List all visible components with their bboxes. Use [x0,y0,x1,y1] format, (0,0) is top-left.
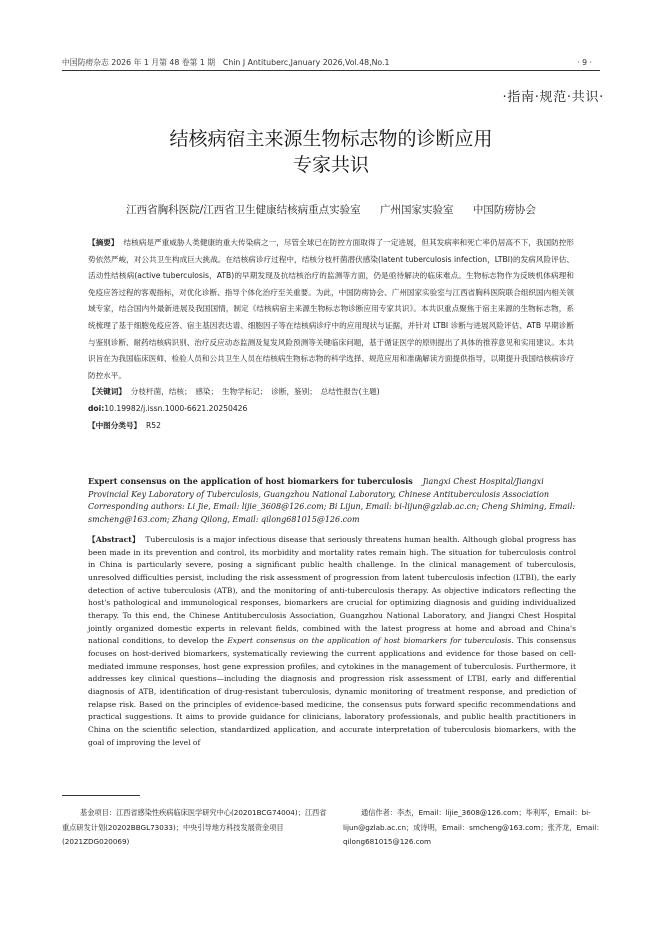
english-title: Expert consensus on the application of host biomarkers for tuberculosis [88,476,413,486]
page-number: · 9 · [577,58,592,67]
english-affiliations: Jiangxi Chest Hospital/Jiangxi Provincial Key Laboratory of Tuberculosis, Guangzhou National Laboratory, Chinese Antituberculosis Association [88,477,549,499]
doi-value: 10.19982/j.issn.1000-6621.20250426 [104,403,248,413]
author-3: 中国防痨协会 [472,204,536,216]
clc-value: R52 [145,420,161,430]
en-abstract-text-1: Tuberculosis is a major infectious disease that seriously threatens human health. Although global progress has been made in its prevention and control, its morbidity and mortality rates remain high. The situation for tuberculosis control in China is particularly severe, posing a significant public health challenge. In the clinical management of tuberculosis, unresolved difficulties persist, including the risk assessment of progression from latent tuberculosis infection (LTBI), the early detection of active tuberculosis (ATB), and the monitoring of anti-tuberculosis therapy. As objective indicators reflecting the host's pathological and immunological responses, biomarkers are crucial for optimizing diagnosis and guiding individualized therapy. To this end, the Chinese Antituberculosis Association, Guangzhou National Laboratory, and Jiangxi Chest Hospital jointly organized domestic experts in relevant fields, combined with the latest progress at home and abroad and China's national conditions, to develop the [88,535,576,646]
en-abstract-label: 【Abstract】 [88,535,140,544]
clc-label: 【中图分类号】 [88,420,142,430]
en-abstract-paragraph [88,534,576,749]
en-abstract-italic-title: Expert consensus on the application of host biomarkers for tuberculosis [227,636,512,646]
correspondence-note: 通信作者：李杰，Email：lijie_3608@126.com；毕利军，Email：bi-lijun@gzlab.ac.cn；成诗明，Email：smcheng@163.com；张齐龙，Email：qilong681015@126.com [343,808,604,846]
article-title [62,126,600,178]
en-abstract-text-2: . This consensus focuses on host-derived biomarkers, systematically reviewing the current applications and evidence for those based on cell-mediated immune responses, host gene expression profiles, and cytokines in the management of tuberculosis. Furthermore, it addresses key clinical questions—including the diagnosis and progression risk assessment of LTBI, early and differential diagnosis of ATB, identification of drug-resistant tuberculosis, dynamic monitoring of treatment response, and prediction of relapse risk. Based on the principles of evidence-based medicine, the consensus puts forward specific recommendations and practical suggestions. It aims to provide guidance for clinicians, laboratory professionals, and public health practitioners in China on the scientific selection, standardized application, and accurate interpretation of tuberculosis biomarkers, with the goal of improving the level of [88,636,576,747]
running-head-text: 中国防痨杂志 2026 年 1 月第 48 卷第 1 期 Chin J Antituberc,January 2026,Vol.48,No.1 [62,58,390,67]
english-abstract [88,534,576,749]
title-line-1: 结核病宿主来源生物标志物的诊断应用 [169,128,493,150]
zh-keywords-label: 【关键词】 [88,387,126,397]
title-line-2: 专家共识 [292,154,369,176]
zh-clc [88,418,574,435]
author-2: 广州国家实验室 [380,204,454,216]
zh-abstract-text: 结核病是严重威胁人类健康的重大传染病之一，尽管全球已在防控方面取得了一定进展，但其发病率和死亡率仍居高不下，我国防控形势依然严峻，对公共卫生构成巨大挑战。在结核病诊疗过程中，结核分枝杆菌潜伏感染(latent tuberculosis infection，LTBI)的发病风险评估、活动性结核病(active tuberculosis，ATB)的早期发现及抗结核治疗的监测等方面，仍是亟待解决的临床难点。生物标志物作为反映机体病理和免疫应答过程的客观指标，对优化诊断、指导个体化治疗至关重要。为此，中国防痨协会、广州国家实验室与江西省胸科医院联合组织国内相关领域专家，结合国内外最新进展及我国国情，制定《结核病宿主来源生物标志物诊断应用专家共识》。本共识重点聚焦于宿主来源的生物标志物，系统梳理了基于细胞免疫应答、宿主基因表达谱、细胞因子等在结核病诊疗中的应用现状与证据，并针对 LTBI 诊断与进展风险评估、ATB 早期诊断与鉴别诊断、耐药结核病识别、治疗反应动态监测及复发风险预测等关键临床问题，基于循证医学的原则提出了具体的推荐意见和实用建议。本共识旨在为我国临床医师、检验人员和公共卫生人员在结核病生物标志物的科学选择、规范应用和准确解读方面提供指导，以期提升我国结核病诊疗防控水平。 [88,238,575,380]
zh-abstract-paragraph [88,235,574,384]
zh-abstract-label: 【摘要】 [88,238,119,247]
english-title-block [88,475,578,526]
author-1: 江西省胸科医院/江西省卫生健康结核病重点实验室 [126,204,361,216]
running-header [62,57,600,69]
footnote-rule [62,795,140,796]
zh-keywords-text: 分枝杆菌，结核； 感染； 生物学标记； 诊断，鉴别； 总结性报告(主题) [130,387,380,397]
header-rule [62,70,600,71]
doi-label: doi: [88,403,105,413]
funding-note: 基金项目：江西省感染性疾病临床医学研究中心(20201BCG74004)；江西省重点研发计划(20202BBGL73033)；中央引导地方科技发展资金项目(2021ZDG020069) [62,808,327,846]
author-line [62,203,600,217]
column-label: ·指南·规范·共识· [502,90,604,105]
zh-doi [88,401,574,418]
corresponding-authors: Corresponding authors: Li Jie, Email: lijie_3608@126.com; Bi Lijun, Email: bi-lijun@gzlab.ac.cn; Cheng Shiming, Email: smcheng@163.com; Zhang Qilong, Email: qilong681015@126.com [88,502,576,524]
chinese-abstract [88,235,574,434]
zh-keywords [88,384,574,401]
